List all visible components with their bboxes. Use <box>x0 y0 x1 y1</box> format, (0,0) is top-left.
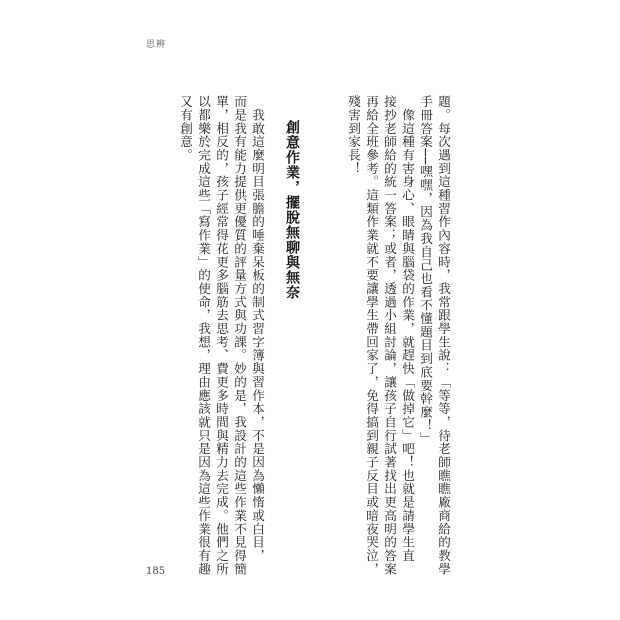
text-column-11: 又有創意。 <box>178 95 193 162</box>
text-column-6: 殘害到家長！ <box>346 95 361 176</box>
text-column-4: 接抄老師給的統一答案；或者，透過小組討論，讓孩子自行試著找出更高明的答案 <box>382 95 397 576</box>
text-column-3: 像這種有害身心、眼睛與腦袋的作業，就趕快「做掉它」吧！也就是請學生直 <box>400 95 415 563</box>
text-column-7: 我敢這麼明目張膽的唾棄呆板的制式習字簿與習作本，不是因為懶惰或白目， <box>250 95 265 563</box>
text-column-10: 以都樂於完成這些「寫作業」的使命，我想，理由應該就只是因為這些作業很有趣 <box>196 95 211 576</box>
text-column-1: 題。每次遇到這種習作內容時，我常跟學生說：「等等，待老師瞧瞧廠商給的教學 <box>436 95 451 576</box>
text-column-5: 再給全班參考。這類作業就不要讓學生帶回家了，免得搞到親子反目或暗夜哭泣， <box>364 95 379 576</box>
page-number: 185 <box>146 566 166 577</box>
text-column-2: 手冊答案──嘿嘿，因為我自己也看不懂題目到底要幹麼！」 <box>418 95 433 446</box>
running-head: 思辨 <box>146 40 167 50</box>
section-heading: 創意作業，擺脫無聊與無奈 <box>284 120 300 300</box>
text-column-9: 單，相反的，孩子經常得花更多腦筋去思考、費更多時間與精力去完成。他們之所 <box>214 95 229 576</box>
text-column-8: 而是我有能力提供更優質的評量方式與功課。妙的是，我設計的這些作業不見得簡 <box>232 95 247 576</box>
